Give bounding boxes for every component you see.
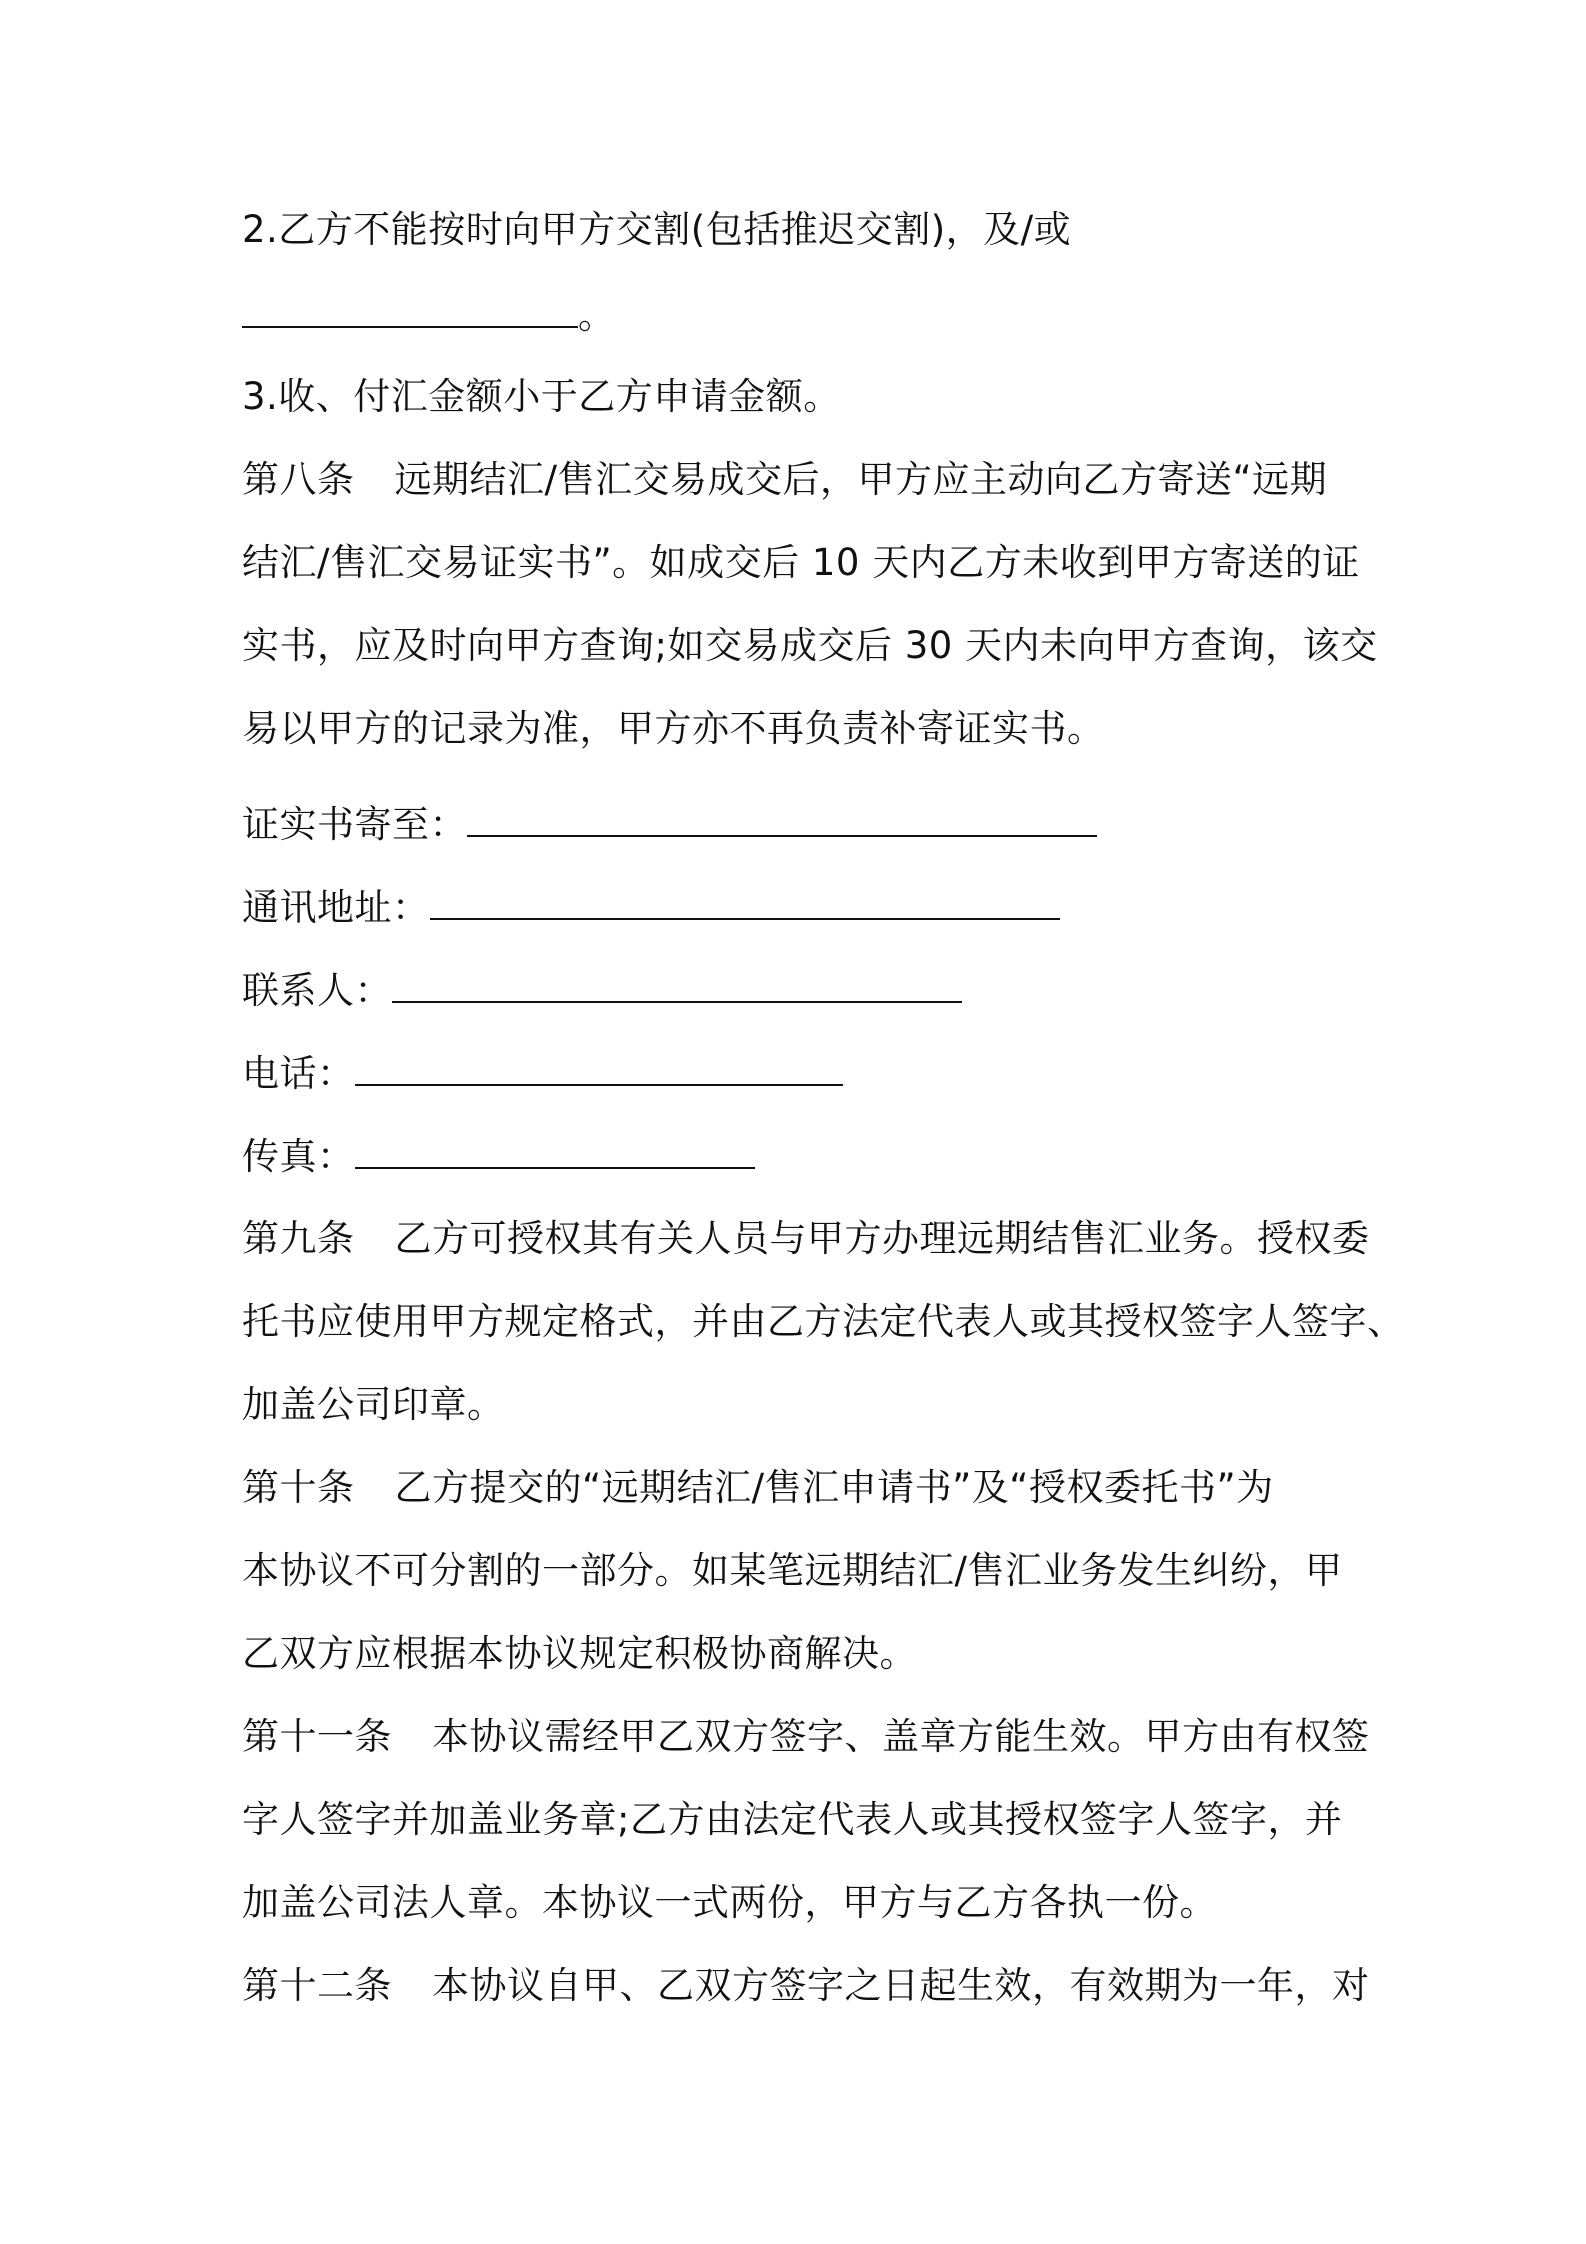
- contact-field: [242, 965, 962, 1015]
- article10-line3: [242, 1629, 917, 1679]
- article10-line1: [242, 1463, 1274, 1513]
- article12-heading: 第十二条: [242, 1964, 392, 2007]
- article9-text3: 加盖公司印章。: [242, 1383, 505, 1426]
- article9-text2: 托书应使用甲方规定格式，并由乙方法定代表人或其授权签字人签字、: [242, 1300, 1405, 1343]
- send-to-label: 证实书寄至：: [242, 803, 467, 846]
- item2-line2-end: 。: [578, 294, 616, 337]
- send-to-blank: [467, 799, 1097, 837]
- article8-line1: [242, 455, 1327, 505]
- fax-label: 传真：: [242, 1135, 355, 1178]
- fax-field: [242, 1131, 755, 1181]
- article9-line1: [242, 1214, 1370, 1264]
- address-blank: [430, 882, 1060, 920]
- article8-heading: 第八条: [242, 458, 355, 501]
- address-field: [242, 882, 1060, 932]
- article11-text3: 加盖公司法人章。本协议一式两份，甲方与乙方各执一份。: [242, 1881, 1217, 1924]
- article9-line3: [242, 1380, 505, 1430]
- contact-label: 联系人：: [242, 969, 392, 1012]
- phone-label: 电话：: [242, 1052, 355, 1095]
- contact-blank: [392, 965, 962, 1003]
- address-label: 通讯地址：: [242, 886, 430, 929]
- article11-heading: 第十一条: [242, 1715, 392, 1758]
- article12-line1: [242, 1961, 1370, 2011]
- item2-text: 2.乙方不能按时向甲方交割(包括推迟交割)，及/或: [242, 208, 1072, 251]
- item3-line: [242, 372, 841, 422]
- article8-line3: [242, 621, 1378, 671]
- item2-line2: [242, 290, 616, 340]
- article8-text4: 易以甲方的记录为准，甲方亦不再负责补寄证实书。: [242, 707, 1105, 750]
- article8-text2: 结汇/售汇交易证实书”。如成交后 10 天内乙方未收到甲方寄送的证: [242, 541, 1360, 584]
- phone-blank: [355, 1048, 843, 1086]
- article11-line3: [242, 1878, 1217, 1928]
- article10-text1: 乙方提交的“远期结汇/售汇申请书”及“授权委托书”为: [394, 1466, 1274, 1509]
- article11-line1: [242, 1712, 1370, 1762]
- send-to-field: [242, 799, 1097, 849]
- article8-text3: 实书，应及时向甲方查询;如交易成交后 30 天内未向甲方查询，该交: [242, 624, 1378, 667]
- article10-text2: 本协议不可分割的一部分。如某笔远期结汇/售汇业务发生纠纷，甲: [242, 1549, 1343, 1592]
- article11-text1: 本协议需经甲乙双方签字、盖章方能生效。甲方由有权签: [432, 1715, 1370, 1758]
- article9-line2: [242, 1297, 1405, 1347]
- article10-text3: 乙双方应根据本协议规定积极协商解决。: [242, 1632, 917, 1675]
- article8-line2: [242, 538, 1360, 588]
- phone-field: [242, 1048, 843, 1098]
- item2-line1: [242, 205, 1071, 255]
- fax-blank: [355, 1131, 755, 1169]
- article11-line2: [242, 1795, 1342, 1845]
- article11-text2: 字人签字并加盖业务章;乙方由法定代表人或其授权签字人签字，并: [242, 1798, 1343, 1841]
- article8-line4: [242, 704, 1105, 754]
- item3-text: 3.收、付汇金额小于乙方申请金额。: [242, 375, 841, 418]
- item2-blank: [242, 290, 578, 328]
- article9-text1: 乙方可授权其有关人员与甲方办理远期结售汇业务。授权委: [394, 1217, 1370, 1260]
- article8-text1: 远期结汇/售汇交易成交后，甲方应主动向乙方寄送“远期: [394, 458, 1328, 501]
- article12-text1: 本协议自甲、乙双方签字之日起生效，有效期为一年，对: [432, 1964, 1370, 2007]
- article9-heading: 第九条: [242, 1217, 355, 1260]
- article10-heading: 第十条: [242, 1466, 355, 1509]
- article10-line2: [242, 1546, 1342, 1596]
